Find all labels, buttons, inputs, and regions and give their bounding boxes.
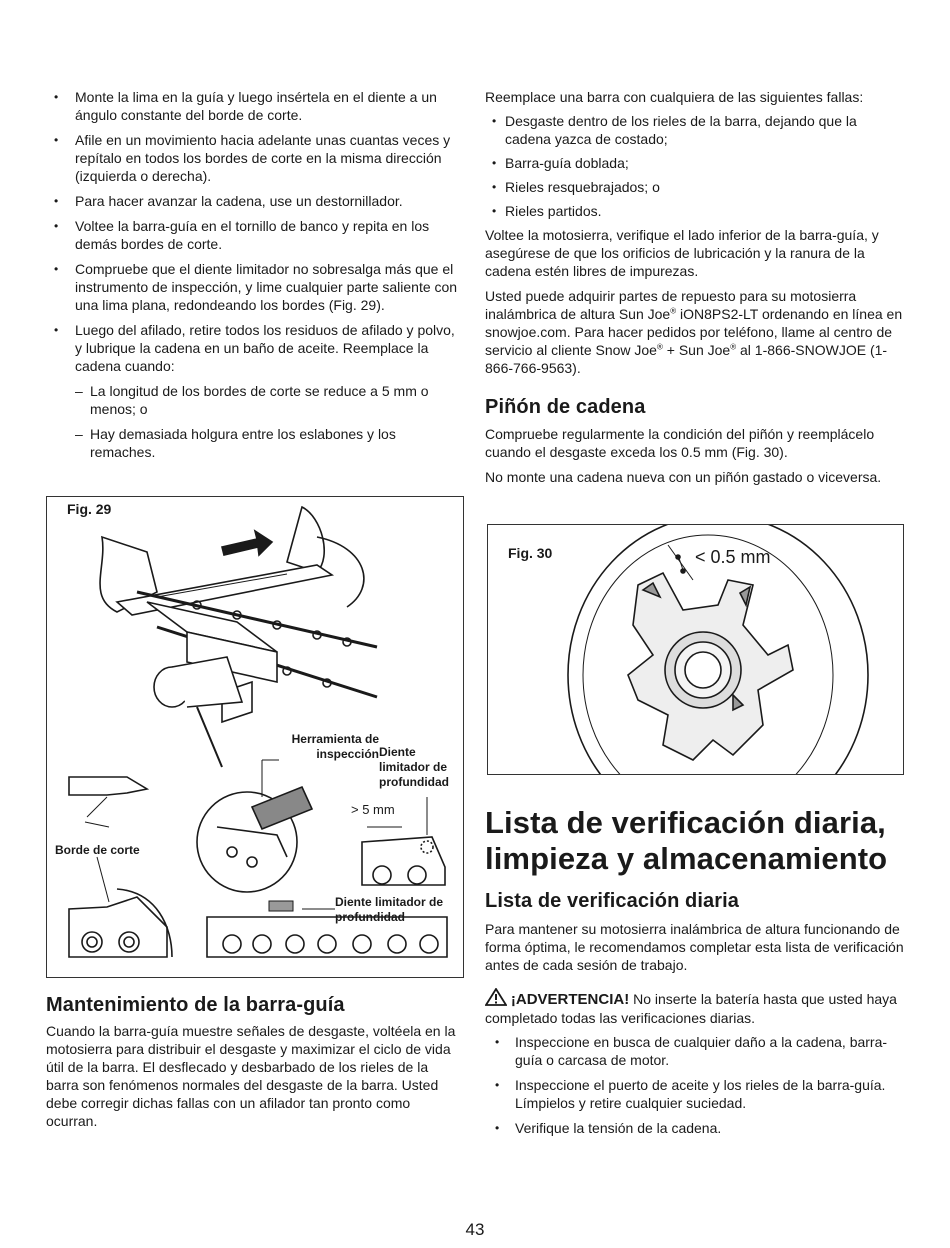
section-paragraph: Cuando la barra-guía muestre señales de desgaste, voltéela en la motosierra para distribuir el desgaste y maximizar el ciclo de vida útil de la barra. El desflecado y desbarbado de los rieles de la barra son fenómenos normales del desgaste de la barra. Usted debe corregir dichas fallas con un afilador tan pronto como ocurran. xyxy=(46,1023,456,1129)
sub-list-item: – Hay demasiada holgura entre los eslabones y los remaches. xyxy=(75,425,464,461)
left-column xyxy=(46,88,464,468)
depth-gauge-callout: Diente limitador de profundidad xyxy=(379,745,449,789)
list-item: • Monte la lima en la guía y luego insértela en el diente a un ángulo constante del borde de corte. xyxy=(46,88,464,124)
bar-faults-list xyxy=(485,112,905,220)
warning-text: No inserte la batería hasta que usted haya completado todas las verificaciones diarias. xyxy=(485,991,897,1026)
registered-mark: ® xyxy=(656,342,663,352)
list-item: • Desgaste dentro de los rieles de la barra, dejando que la cadena yazca de costado; xyxy=(485,112,905,148)
right-column xyxy=(485,88,905,486)
warning-label: ¡ADVERTENCIA! xyxy=(510,991,630,1008)
intro-text: Reemplace una barra con cualquiera de las siguientes fallas: xyxy=(485,89,864,105)
section-heading: Piñón de cadena xyxy=(485,396,646,418)
paragraph: Voltee la motosierra, verifique el lado inferior de la barra-guía, y asegúrese de que los orificios de lubricación y la ranura de la cadena estén libres de impurezas. xyxy=(485,227,879,279)
list-item: • Verifique la tensión de la cadena. xyxy=(485,1119,905,1137)
figure-29 xyxy=(46,496,464,978)
measure-label: < 0.5 mm xyxy=(695,547,771,567)
registered-mark: ® xyxy=(670,306,677,316)
list-item: • Rieles resquebrajados; o xyxy=(485,178,905,196)
text: iON8PS2-LT ordenando en línea en snowjoe.com. Para hacer pedidos por teléfono, llame al centro de servicio al cliente Snow Joe xyxy=(485,306,903,358)
list-item: • Inspeccione el puerto de aceite y los rieles de la barra-guía. Límpielos y retire cualquier suciedad. xyxy=(485,1076,905,1112)
list-item: • Rieles partidos. xyxy=(485,202,905,220)
daily-checklist-section xyxy=(485,805,905,1144)
section-heading: Mantenimiento de la barra-guía xyxy=(46,994,345,1016)
paragraph: Para mantener su motosierra inalámbrica de altura funcionando de forma óptima, le recomendamos completar esta lista de verificación antes de cada sesión de trabajo. xyxy=(485,921,904,973)
list-item: • Voltee la barra-guía en el tornillo de banco y repita en los demás bordes de corte. xyxy=(46,217,464,253)
warning-paragraph xyxy=(485,988,905,1027)
list-item xyxy=(46,321,464,461)
sharpening-steps-list xyxy=(46,88,464,461)
daily-checks-list xyxy=(485,1033,905,1137)
depth-gauge-callout-bottom: Diente limitador de profundidad xyxy=(335,895,444,924)
registered-mark: ® xyxy=(730,342,737,352)
cutting-edge-callout: Borde de corte xyxy=(55,843,140,857)
replace-chain-sublist xyxy=(75,382,464,461)
parts-paragraph xyxy=(485,287,905,377)
bar-maintenance-section xyxy=(46,993,464,1130)
paragraph: Compruebe regularmente la condición del piñón y reemplácelo cuando el desgaste exceda los 0.5 mm (Fig. 30). xyxy=(485,426,875,460)
page-number: 43 xyxy=(465,1220,485,1239)
figure-label: Fig. 30 xyxy=(508,545,553,561)
list-item-text: Luego del afilado, retire todos los residuos de afilado y polvo, y lubrique la cadena en un baño de aceite. Reemplace la cadena cuando: xyxy=(75,322,455,374)
warning-triangle-icon xyxy=(485,988,507,1006)
figure-30 xyxy=(487,524,904,775)
paragraph: No monte una cadena nueva con un piñón gastado o viceversa. xyxy=(485,469,882,485)
figure-label: Fig. 29 xyxy=(67,501,112,517)
main-heading: Lista de verificación diaria, limpieza y almacenamiento xyxy=(485,805,888,876)
sub-list-item: – La longitud de los bordes de corte se reduce a 5 mm o menos; o xyxy=(75,382,464,418)
list-item: • Compruebe que el diente limitador no sobresalga más que el instrumento de inspección, y lime cualquier parte saliente con una lima plana, redondeando los bordes (Fig. 29). xyxy=(46,260,464,314)
list-item: • Inspeccione en busca de cualquier daño a la cadena, barra-guía o carcasa de motor. xyxy=(485,1033,905,1069)
text: + Sun Joe xyxy=(662,342,731,358)
list-item: • Barra-guía doblada; xyxy=(485,154,905,172)
text: Usted puede adquirir partes de repuesto para su motosierra inalámbrica de altura Sun Joe xyxy=(485,288,857,322)
gt-5mm-label: > 5 mm xyxy=(351,802,395,817)
inspection-tool-callout: Herramienta de inspección xyxy=(291,732,379,761)
list-item: • Para hacer avanzar la cadena, use un destornillador. xyxy=(46,192,464,210)
section-heading: Lista de verificación diaria xyxy=(485,890,740,912)
list-item: • Afile en un movimiento hacia adelante unas cuantas veces y repítalo en todos los bordes de corte en la misma dirección (izquierda o derecha). xyxy=(46,131,464,185)
text: al 1-866-SNOWJOE (1-866-766-9563). xyxy=(485,342,888,376)
